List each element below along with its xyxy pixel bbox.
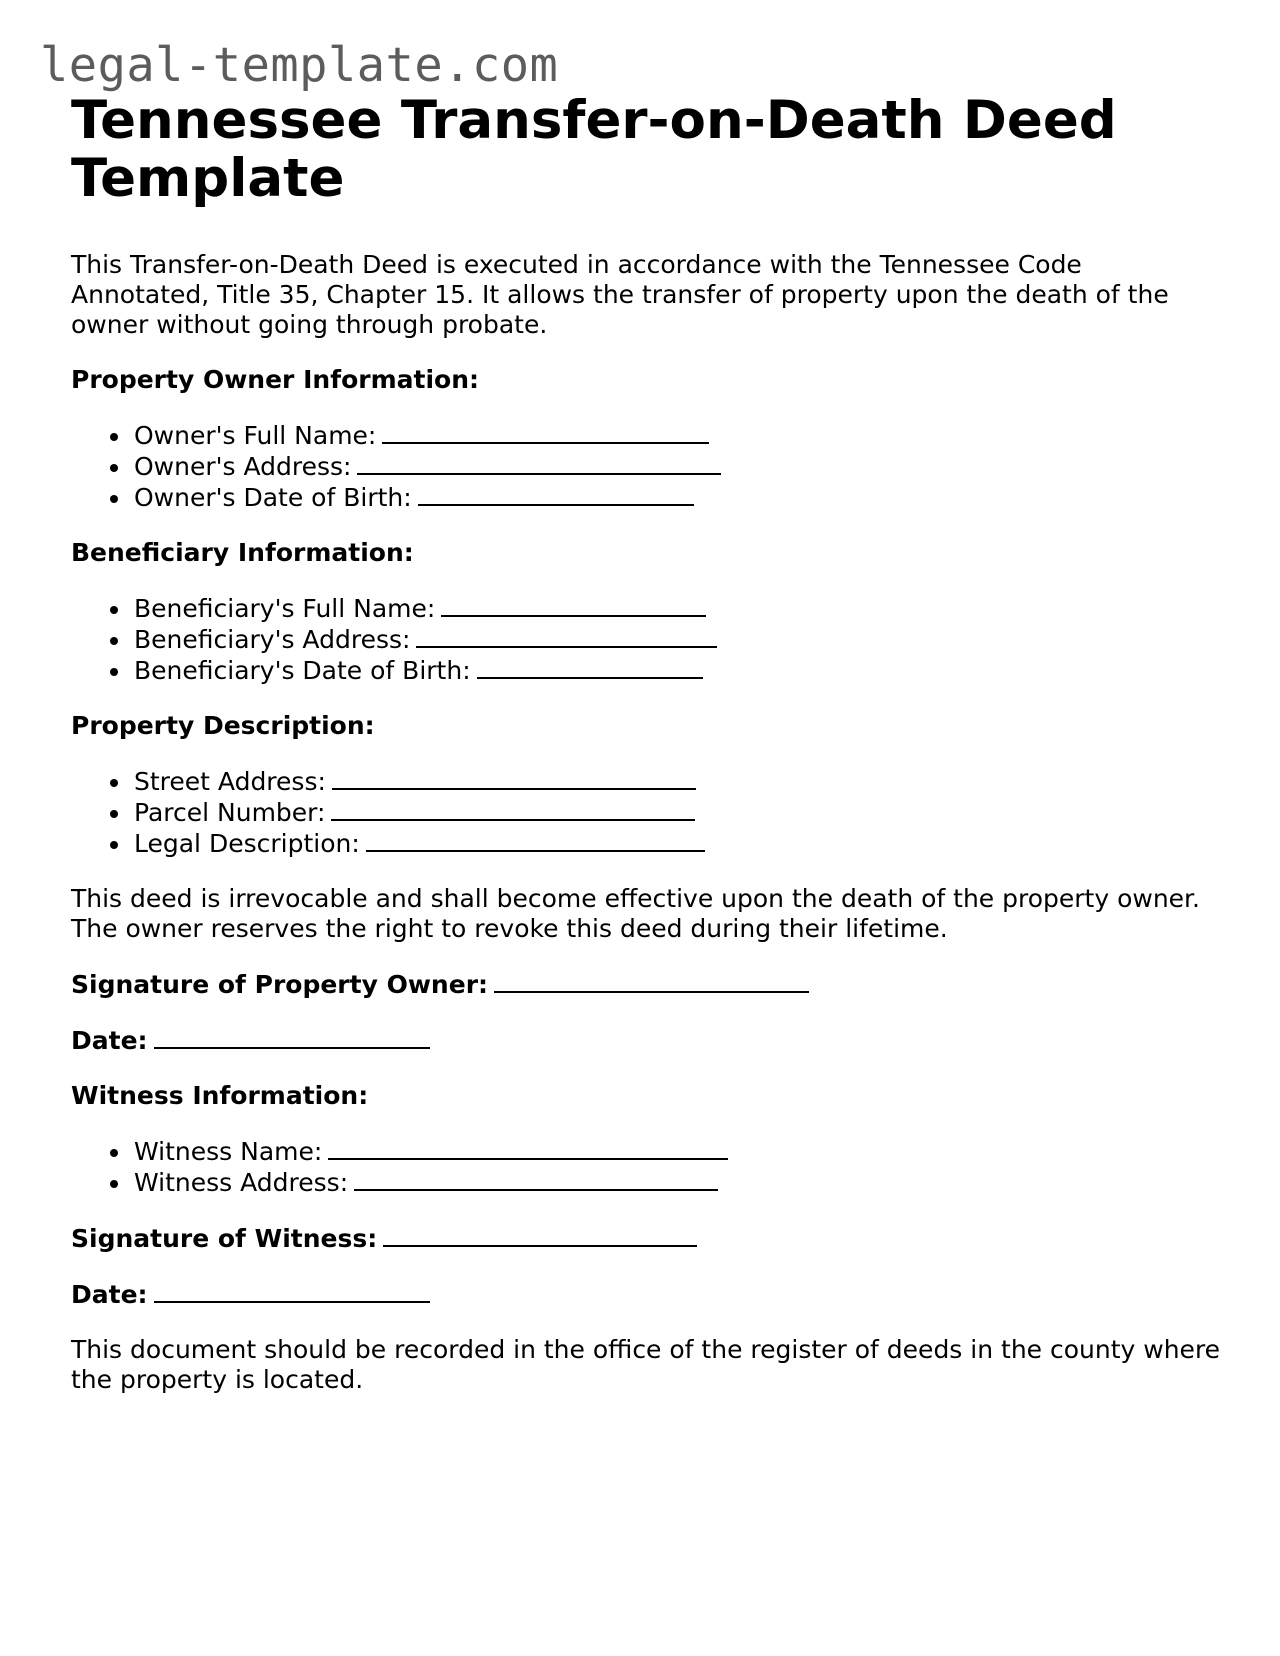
field-label: Owner's Date of Birth: (134, 483, 412, 512)
beneficiary-dob-field (132, 655, 1231, 686)
owner-date-label: Date: (71, 1026, 148, 1055)
owner-name-blank[interactable] (382, 420, 709, 444)
owner-name-field (132, 420, 1231, 451)
witness-address-blank[interactable] (354, 1167, 718, 1191)
owner-signature-blank[interactable] (494, 969, 809, 993)
field-label: Beneficiary's Date of Birth: (134, 656, 471, 685)
owner-date-blank[interactable] (154, 1025, 430, 1049)
property-description-list (71, 766, 1231, 859)
beneficiary-dob-blank[interactable] (477, 655, 703, 679)
field-label: Beneficiary's Address: (134, 625, 411, 654)
witness-name-field (132, 1136, 1231, 1167)
footer-paragraph: This document should be recorded in the office of the register of deeds in the county where the property is located. (71, 1335, 1221, 1394)
street-address-blank[interactable] (332, 766, 696, 790)
field-label: Beneficiary's Full Name: (134, 594, 436, 623)
field-label: Owner's Address: (134, 452, 352, 481)
owner-info-list (71, 420, 1231, 513)
beneficiary-info-heading: Beneficiary Information: (71, 538, 414, 567)
intro-paragraph: This Transfer-on-Death Deed is executed in accordance with the Tennessee Code Annotated, Title 35, Chapter 15. It allows the transfer of property upon the death of the owner without going through probate. (71, 250, 1169, 339)
witness-info-heading: Witness Information: (71, 1081, 369, 1110)
witness-info-list (71, 1136, 1231, 1198)
witness-date-label: Date: (71, 1280, 148, 1309)
document (71, 92, 1231, 1395)
beneficiary-name-field (132, 593, 1231, 624)
owner-signature-label: Signature of Property Owner: (71, 970, 489, 999)
witness-signature-label: Signature of Witness: (71, 1224, 378, 1253)
beneficiary-info-list (71, 593, 1231, 686)
beneficiary-address-field (132, 624, 1231, 655)
parcel-number-blank[interactable] (331, 797, 695, 821)
owner-address-field (132, 451, 1231, 482)
field-label: Street Address: (134, 767, 326, 796)
owner-signature-line (71, 969, 1231, 1000)
witness-address-field (132, 1167, 1231, 1198)
beneficiary-address-blank[interactable] (416, 624, 717, 648)
legal-description-field (132, 828, 1231, 859)
witness-signature-blank[interactable] (383, 1223, 697, 1247)
watermark: legal-template.com (40, 38, 559, 93)
field-label: Witness Address: (134, 1168, 349, 1197)
witness-date-blank[interactable] (154, 1279, 430, 1303)
witness-name-blank[interactable] (328, 1136, 728, 1160)
irrevocable-paragraph: This deed is irrevocable and shall become effective upon the death of the property owner. The owner reserves the right to revoke this deed during their lifetime. (71, 884, 1200, 943)
beneficiary-name-blank[interactable] (441, 593, 706, 617)
owner-date-line (71, 1025, 1231, 1056)
field-label: Owner's Full Name: (134, 421, 377, 450)
witness-signature-line (71, 1223, 1231, 1254)
street-address-field (132, 766, 1231, 797)
field-label: Witness Name: (134, 1137, 323, 1166)
document-title: Tennessee Transfer-on-Death Deed Template (71, 90, 1117, 209)
property-description-heading: Property Description: (71, 711, 375, 740)
witness-date-line (71, 1279, 1231, 1310)
parcel-number-field (132, 797, 1231, 828)
owner-dob-field (132, 482, 1231, 513)
legal-description-blank[interactable] (366, 828, 705, 852)
owner-address-blank[interactable] (357, 451, 721, 475)
field-label: Parcel Number: (134, 798, 326, 827)
owner-info-heading: Property Owner Information: (71, 365, 479, 394)
owner-dob-blank[interactable] (418, 482, 694, 506)
field-label: Legal Description: (134, 829, 360, 858)
